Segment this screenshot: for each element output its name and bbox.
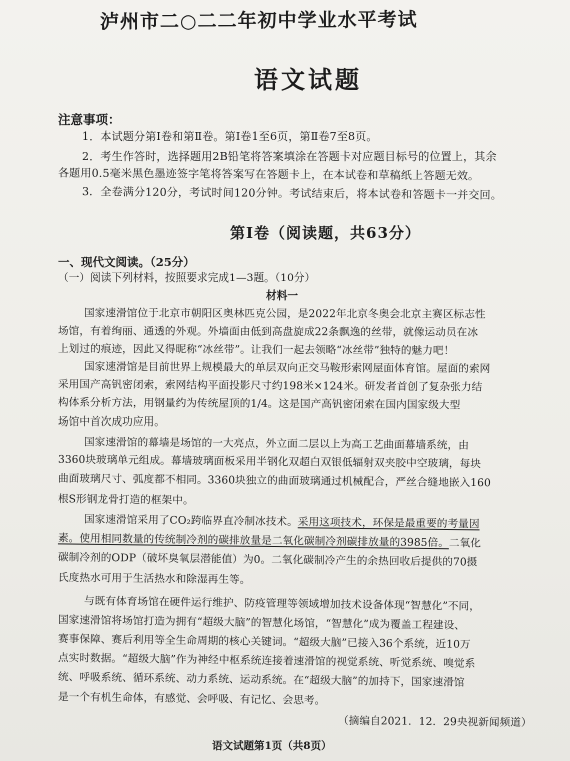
article-line xyxy=(58,530,481,550)
article-line: 构体系分析方法，用钢量约为传统屋顶的1/4。这是国产高钒密闭索在国内国家级大型 xyxy=(57,396,461,412)
article-line: 统、呼吸系统、循环系统、动力系统、运动系统。在“超级大脑”的加持下，国家速滑馆 xyxy=(57,671,465,689)
article-text: 二氧化 xyxy=(448,537,482,550)
article-line: 场馆中首次成功应用。 xyxy=(58,416,165,428)
article-line: 点实时数据。“超级大脑”作为神经中枢系统连接着速滑馆的视觉系统、听觉系统、嗅觉系 xyxy=(57,652,476,670)
notice-heading: 注意事项： xyxy=(58,112,121,127)
article-line: 上划过的痕迹，因此又得昵称“冰丝带”。让我们一起去领略“冰丝带”独特的魅力吧！ xyxy=(57,342,455,358)
article-text: 国家速滑馆采用了CO₂跨临界直冷制冰技术。 xyxy=(83,513,298,529)
article-line: 国家速滑馆将场馆打造为拥有“超级大脑”的智慧化场馆，“智慧化”成为覆盖工程建设、 xyxy=(57,614,466,632)
article-line xyxy=(84,512,480,532)
underlined-text: 素。使用相同数量的传统制冷剂的碳排放量是二氧化碳制冷剂碳排放量的3985倍。 xyxy=(57,532,450,550)
article-line: 采用国产高钒密闭索，索网结构平面投影尺寸约198米×124米。研发者首创了复杂张力结 xyxy=(57,378,483,394)
article-line: 碳制冷剂的ODP（破坏臭氧层潜能值）为0。二氧化碳制冷产生的余热回收后提供的70摄 xyxy=(57,551,478,569)
source-note: （摘编自2021．12．29央视新闻频道） xyxy=(337,714,532,730)
article-line: 是一个有机生命体，有感觉、会呼吸、有记忆、会思考。 xyxy=(57,691,326,707)
exam-title: 泸州市二○二二年初中学业水平考试 xyxy=(99,8,418,34)
underlined-text: 采用这项技术，环保是最重要的考量因 xyxy=(297,516,480,531)
article-line: 国家速滑馆是目前世界上规模最大的单层双向正交马鞍形索网屋面体育馆。屋面的索网 xyxy=(83,360,491,376)
article-line: 与既有体育场馆在硬件运行维护、防疫管理等领域增加技术设备体现“智慧化”不同， xyxy=(83,595,481,613)
article-line: 3360块玻璃单元组成。幕墙玻璃面板采用半钢化双超白双银低辐射双夹胶中空玻璃，每块 xyxy=(57,453,482,471)
notice-line: 各题用0.5毫米黑色墨迹签字笔将答案写在答题卡上，在本试卷和草稿纸上答题无效。 xyxy=(57,166,480,183)
notice-line: 2．考生作答时，选择题用2B铅笔将答案填涂在答题卡对应题目标号的位置上，其余 xyxy=(82,150,497,163)
notice-line: 3．全卷满分120分，考试时间120分钟。考试结束后，将本试卷和答题卡一并交回。 xyxy=(81,185,503,202)
part-heading: 一、现代文阅读。（25分） xyxy=(58,255,195,269)
article-line: 国家速滑馆的幕墙是场馆的一大亮点，外立面二层以上为高工艺曲面幕墙系统，由 xyxy=(83,436,470,452)
notice-line: 1．本试题分第Ⅰ卷和第Ⅱ卷。第Ⅰ卷1至6页，第Ⅱ卷7至8页。 xyxy=(82,130,378,143)
article-line: 氏度热水可用于生活热水和除湿再生等。 xyxy=(57,571,251,587)
page-footer: 语文试题第1页（共8页） xyxy=(212,740,332,752)
paper-title: 语文试题 xyxy=(254,65,362,94)
material-label: 材料一 xyxy=(266,290,299,302)
sub-heading: （一）阅读下列材料，按照要求完成1—3题。（10分） xyxy=(58,272,316,284)
article-line: 曲面玻璃尺寸、弧度都不相同。3360块独立的曲面玻璃通过机械配合，严丝合缝地嵌入160 xyxy=(57,472,491,490)
article-line: 根S形钢龙骨打造的框架中。 xyxy=(57,493,194,507)
article-line: 场馆，有着绚丽、通透的外观。外墙面由低到高盘旋成22条飘逸的丝带，就像运动员在冰 xyxy=(57,325,479,339)
section-title: 第Ⅰ卷（阅读题，共63分） xyxy=(230,224,421,242)
article-line: 国家速滑馆位于北京市朝阳区奥林匹克公园，是2022年北京冬奥会北京主赛区标志性 xyxy=(83,307,486,321)
article-line: 赛事保障、赛后利用等全生命周期的核心关键词。“超级大脑”已接入36个系统，近10万 xyxy=(57,633,471,651)
